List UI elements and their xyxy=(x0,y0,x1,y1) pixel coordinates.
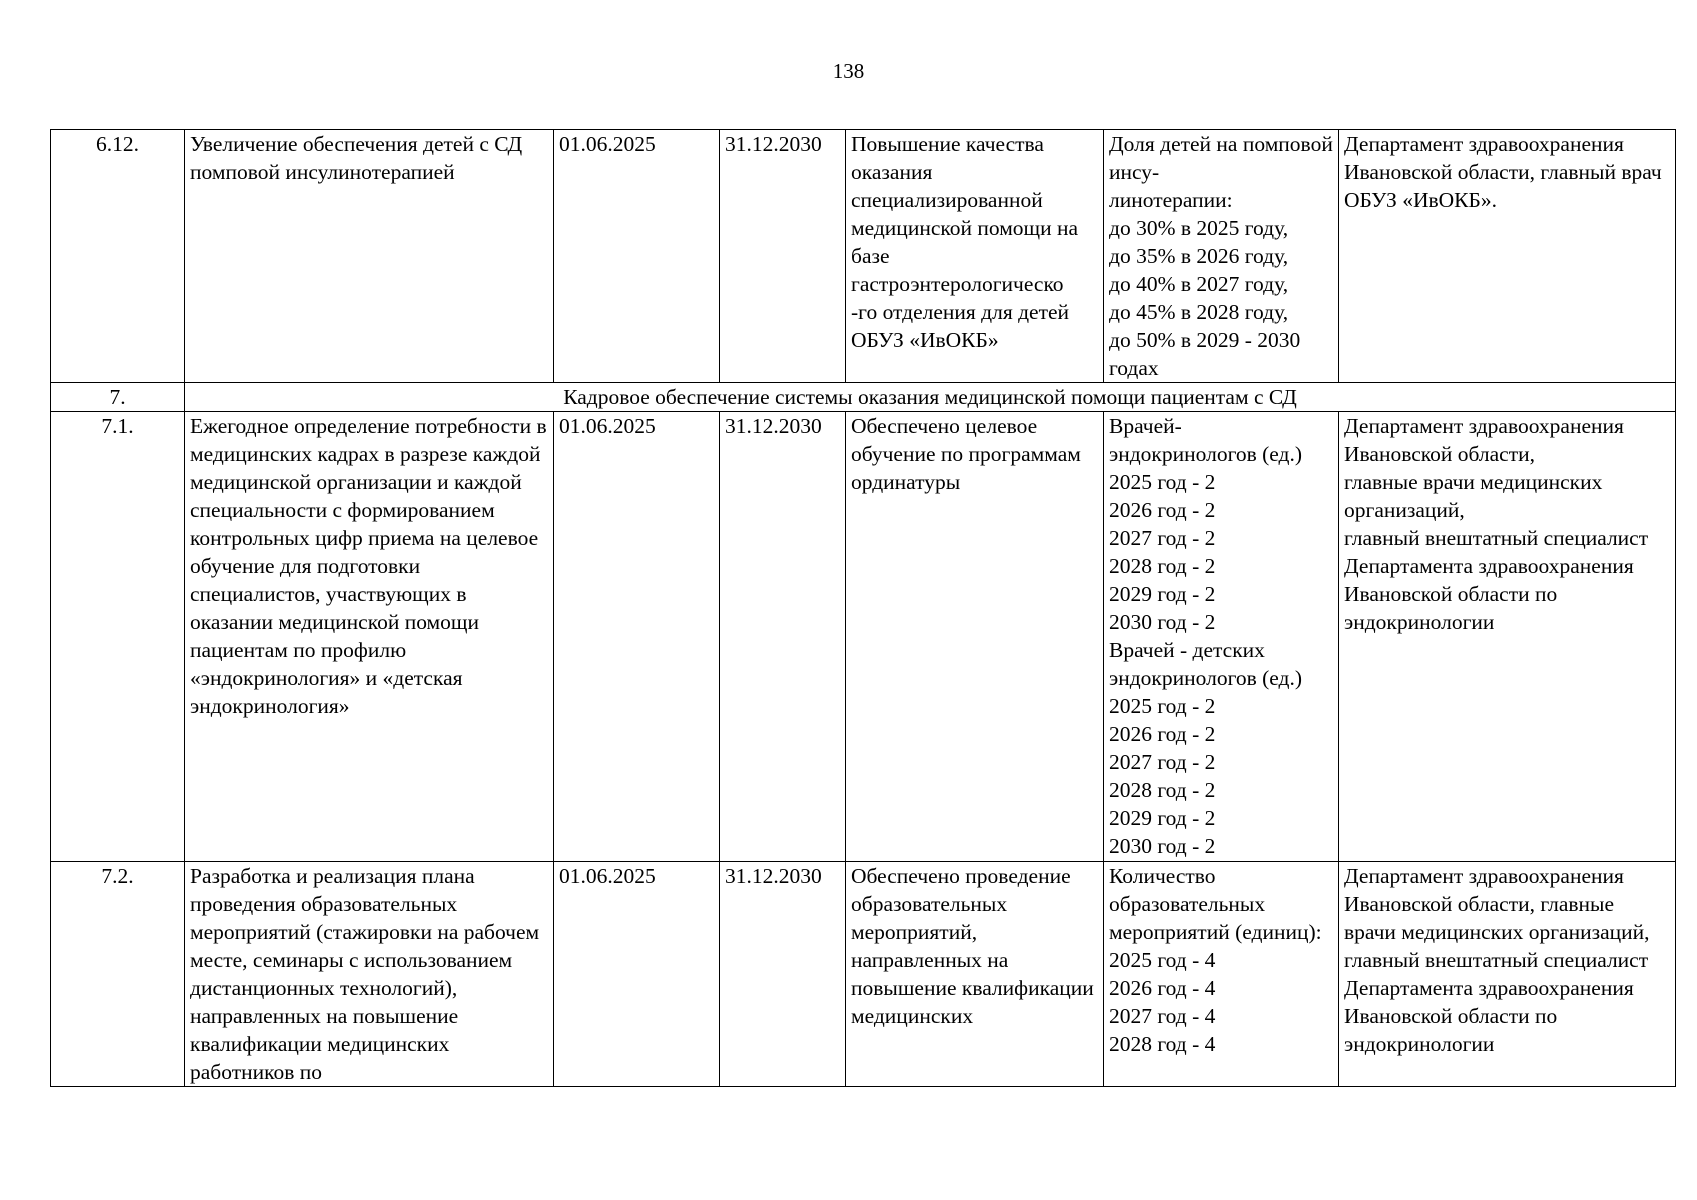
start-date-cell: 01.06.2025 xyxy=(554,862,720,1087)
indicator-cell: Врачей- эндокринологов (ед.) 2025 год - 2 2026 год - 2 2027 год - 2 2028 год - 2 2029 год - 2 2030 год - 2 Врачей - детских эндокринологов (ед.) 2025 год - 2 2026 год - 2 2027 год - 2 2028 год - 2 2029 год - 2 2030 год - 2 xyxy=(1104,412,1339,862)
end-date-cell: 31.12.2030 xyxy=(720,412,846,862)
responsible-cell: Департамент здравоохранения Ивановской области, главные врачи медицинских организаций, главный внештатный специалист Департамента здравоохранения Ивановской области по эндокринологии xyxy=(1339,862,1676,1087)
table-row xyxy=(51,412,1676,862)
indicator-cell: Количество образовательных мероприятий (единиц): 2025 год - 4 2026 год - 4 2027 год - 4 2028 год - 4 xyxy=(1104,862,1339,1087)
section-number: 7. xyxy=(51,383,185,412)
action-plan-table xyxy=(50,129,1676,1087)
table-row xyxy=(51,862,1676,1087)
page-number: 138 xyxy=(832,59,865,83)
activity-cell: Разработка и реализация плана проведения образовательных мероприятий (стажировки на рабочем месте, семинары с использованием дистанционных технологий), направленных на повышение квалификации медицинских работников по xyxy=(185,862,554,1087)
section-header-row xyxy=(51,383,1676,412)
responsible-cell: Департамент здравоохранения Ивановской области, главный врач ОБУЗ «ИвОКБ». xyxy=(1339,130,1676,383)
indicator-cell: Доля детей на помповой инсу- линотерапии: до 30% в 2025 году, до 35% в 2026 году, до 40% в 2027 году, до 45% в 2028 году, до 50% в 2029 - 2030 годах xyxy=(1104,130,1339,383)
row-number: 7.2. xyxy=(51,862,185,1087)
section-title: Кадровое обеспечение системы оказания медицинской помощи пациентам с СД xyxy=(185,383,1676,412)
row-number: 7.1. xyxy=(51,412,185,862)
result-cell: Повышение качества оказания специализированной медицинской помощи на базе гастроэнтерологическо -го отделения для детей ОБУЗ «ИвОКБ» xyxy=(846,130,1104,383)
end-date-cell: 31.12.2030 xyxy=(720,862,846,1087)
activity-cell: Ежегодное определение потребности в медицинских кадрах в разрезе каждой медицинской организации и каждой специальности с формированием контрольных цифр приема на целевое обучение для подготовки специалистов, участвующих в оказании медицинской помощи пациентам по профилю «эндокринология» и «детская эндокринология» xyxy=(185,412,554,862)
end-date-cell: 31.12.2030 xyxy=(720,130,846,383)
result-cell: Обеспечено проведение образовательных мероприятий, направленных на повышение квалификации медицинских xyxy=(846,862,1104,1087)
result-cell: Обеспечено целевое обучение по программам ординатуры xyxy=(846,412,1104,862)
table-row xyxy=(51,130,1676,383)
responsible-cell: Департамент здравоохранения Ивановской области, главные врачи медицинских организаций, главный внештатный специалист Департамента здравоохранения Ивановской области по эндокринологии xyxy=(1339,412,1676,862)
row-number: 6.12. xyxy=(51,130,185,383)
activity-cell: Увеличение обеспечения детей с СД помповой инсулинотерапией xyxy=(185,130,554,383)
start-date-cell: 01.06.2025 xyxy=(554,412,720,862)
start-date-cell: 01.06.2025 xyxy=(554,130,720,383)
